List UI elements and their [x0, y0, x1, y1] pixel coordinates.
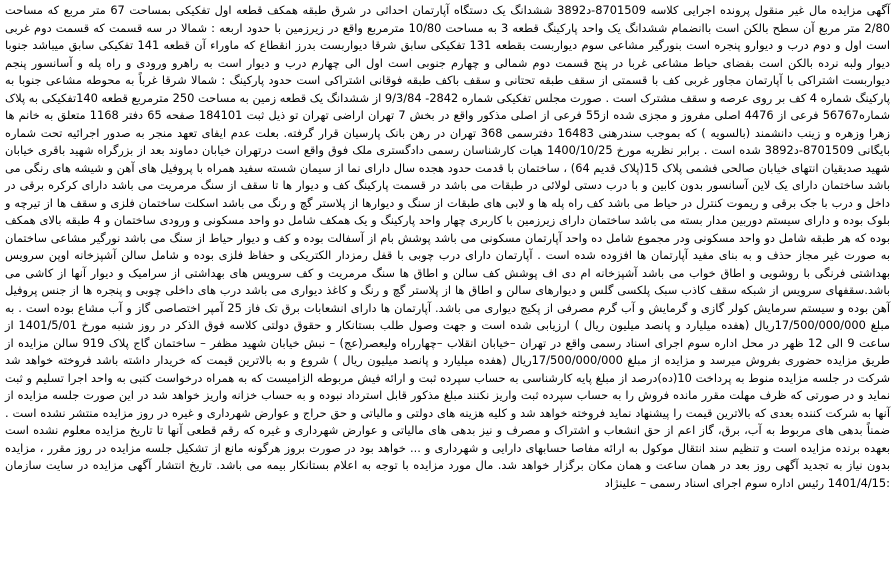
auction-notice-text: آگهی مزایده مال غیر منقول پرونده اجرایی کلاسه 8701509-د3892 ششدانگ یک دستگاه آپارتمان احداثی در شرق طبقه همکف قطعه اول تفکیکی بمساحت 67 متر مربع که مساحت 2/80 متر مربع آن سطح بالکن است باانضمام ششدانگ یک واحد پارکینگ قطعه 3 به مساحت 10/80 مترمربع واقع در زیرزمین با حدود اربعه‌ : شمالا در سه قسمت که قسمت دوم غربی است اول و دوم درب و دیوارو پنجره است بنورگیر مشاعی سوم دیواربست بقطعه 131 تفکیکی سابق شرقا دیواربست بدرز انقطاع که ماوراء آن قطعه 141 تفکیکی سابق میباشد جنوبا دیوار ولبه نرده بالکن است بفضای حیاط مشاعی غربا در پنج قسمت دوم شمالی و چهارم جنوبی است اول الی چهارم درب و دیوار است به راهرو ورودی و راه پله و آسانسور پنجم دیواربست اشتراکی با آپارتمان مجاور غربی کف با قسمتی از سقف طبقه تحتانی و سقف باکف طبقه فوقانی اشتراکی است حدود پارکینگ : شمالا شرقا غرباً به محوطه مشاعی جنوبا به پارکینگ شماره 4 کف بر روی عرصه و سقف مشترک است . صورت مجلس تفکیکی شماره 2842- 9/3/84 از ششدانگ یک قطعه زمین به مساحت 250 مترمربع قطعه 140تفکیکی به پلاک شماره56767 فرعی از 4476 اصلی مفروز و مجزی شده از55 فرعی از اصلی مذکور واقع در بخش 7 تهران اراضی تهران تو ذیل ثبت 184101 صفحه 65 دفتر 1168 متعلق به خانم ها زهرا وزهره و زینب دانشمند (بالسویه ) که بموجب سندرهنی 16483 دفترسمی 368 تهران در رهن بانک پارسیان قرار گرفته. بعلت عدم ایفای تعهد منجر به صدور اجرائیه تحت شماره بایگانی 8701509-د3892 شده است . برابر نظریه مورخ 1400/10/25 هیات کارشناسان رسمی دادگستری ملک فوق واقع است درتهران خیابان دماوند بعد از بزرگراه شهید باقری خیابان شهید صدیقیان انتهای خیابان صالحی فشمی پلاک 15(پلاک قدیم 64) ، ساختمان با قدمت حدود هجده سال دارای نما از سیمان شسته سفید همراه با پروفیل های آهن و شیشه های رنگی می باشد ساختمان دارای یک لاین آسانسور بدون کابین و با درب دستی لولائی در طبقات می باشد در قسمت پارکینگ کف و دیوار ها تا سقف از سنگ مرمریت می باشد دارای کرکره برقی در داخل و درب با جک برقی و ریموت کنترل در حیاط می باشد کف راه پله ها و لابی های طبقات از سنگ و دیوارها از پلاستر گچ و رنگ می باشد اسکلت ساختمان فلزی و سقف ها از تیرچه و بلوک بوده و دارای سیستم دوربین مدار بسته می باشد ساختمان دارای زیرزمین با کاربری چهار واحد پارکینگ و یک همکف شامل دو واحد مسکونی و ورودی ساختمان و 4 طبقه بالای همکف بوده که هر طبقه شامل دو واحد مسکونی ودر مجموع شامل ده واحد آپارتمان مسکونی می باشد پوشش بام از آسفالت بوده و کف و دیوار حیاط از سنگ می باشد نورگیر مشاعی ساختمان به صورت غیر مجاز حذف و به بنای مفید آپارتمان ها افزوده شده است . آپارتمان دارای درب چوبی با قفل رمزدار الکتریکی و حفاظ فلزی بوده و شامل سالن آشپزخانه اوپن سرویس بهداشتی فرنگی با روشویی و اطاق خواب می باشد آشپزخانه ام دی اف پوشش کف سالن و اطاق ها سنگ مرمریت و کف سرویس های بهداشتی از سرامیک و دیوار آنها از کاشی می باشد.سقفهای سرویس از شبکه سقف کاذب سبک پلکسی گلس و دیوارهای سالن و اطاق ها از پلاستر گچ و رنگ و کاغذ دیواری می باشد درب های داخلی چوبی و پنجره ها از جنس پروفیل آهن بوده و سیستم سرمایش کولر گازی و گرمایش و آب گرم مصرفی از پکیج دیواری می باشد. آپارتمان ها دارای انشعابات برق تک فاز 25 آمپر اختصاصی گاز و آب مشاع بوده است . به مبلغ 17/500/000/000ریال (هفده میلیارد و پانصد میلیون ریال ) ارزیابی شده است و جهت وصول طلب بستانکار و حقوق دولتی کلاسه فوق الذکر در روز شنبه مورخ 1401/5/01 از ساعت 9 الی 12 ظهر در محل اداره سوم اجرای اسناد رسمی واقع در تهران –خیابان انقلاب –چهارراه ولیعصر(عج) – نبش خیابان شهید مظفر – ساختمان گاج پلاک 919 سالن مزایده از طریق مزایده حضوری بفروش میرسد و مزایده از مبلغ 17/500/000/000ریال (هفده میلیارد و پانصد میلیون ریال ) شروع و به بالاترین قیمت که خریدار داشته باشد فروخته خواهد شد شرکت در جلسه مزایده منوط به پرداخت 10(ده)درصد از مبلغ پایه کارشناسی به حساب سپرده ثبت و ارائه فیش مربوطه الزامیست که به همراه درخواست کتبی به واحد اجرا تسلیم و ثبت نماید و در صورتی که ظرف مهلت مقرر مانده فروش را به حساب سپرده ثبت واریز نکنند مبلغ مذکور قابل استرداد نبوده و به حساب خزانه واریز خواهد شد در این صورت جلسه مزایده از آنها به شرکت کننده بعدی که بالاترین قیمت را پیشنهاد نماید فروخته خواهد شد و کلیه هزینه های دولتی و مالیاتی و حق حراج و عوارض شهرداری و غیره در روز مزایده منتشر نشده است . ضمناً بدهی های مربوط به آب، برق، گاز اعم از حق انشعاب و اشتراک و مصرف و نیز بدهی های مالیاتی و عوارض شهرداری و غیره که رقم قطعی آنها تا تاریخ مزایده معلوم نشده است بعهده برنده مزایده است و تنظیم سند انتقال موکول به ارائه مفاصا حسابهای دارایی و شهرداری و ... خواهد بود در صورت بروز هرگونه مانع از تشکیل جلسه مزایده در روز مقرر ، مزایده بدون نیاز به تجدید آگهی روز بعد در همان ساعت و همان مکان برگزار خواهد شد. مال مورد مزایده با توجه به اعلام بستانکار بیمه می باشد. تاریخ انتشار آگهی مزایده در سایت سازمان :1401/4/15 رئیس اداره سوم اجرای اسناد رسمی – علینژاد: [5, 3, 891, 490]
